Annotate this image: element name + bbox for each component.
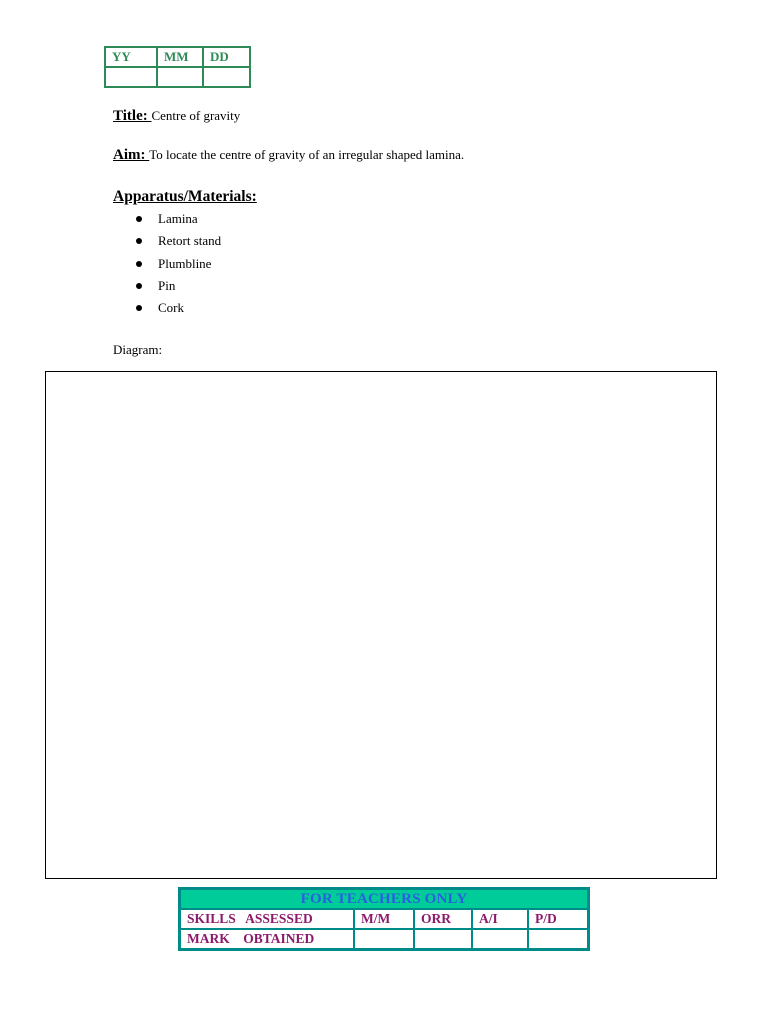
material-label: Retort stand (158, 233, 222, 249)
apparatus-heading: Apparatus/Materials: (113, 188, 257, 205)
list-item (158, 298, 221, 320)
skills-assessed-label: SKILLS ASSESSED (180, 909, 355, 929)
aim-label: Aim: (113, 147, 150, 163)
teacher-table-heading-row (180, 889, 589, 910)
table-row (180, 909, 589, 929)
list-item (158, 209, 221, 231)
diagram-box[interactable] (45, 371, 717, 879)
date-value-mm[interactable] (157, 67, 203, 87)
apparatus-heading-line (113, 188, 257, 206)
material-label: Cork (158, 300, 184, 316)
mark-ai-cell[interactable] (472, 929, 528, 950)
date-value-dd[interactable] (203, 67, 250, 87)
material-label: Plumbline (158, 255, 212, 271)
mark-obtained-label: MARK OBTAINED (180, 929, 355, 950)
skill-mm-cell: M/M (354, 909, 414, 929)
list-item (158, 276, 221, 298)
diagram-label: Diagram: (113, 342, 163, 357)
table-row (180, 929, 589, 950)
mark-pd-cell[interactable] (528, 929, 589, 950)
material-label: Pin (158, 277, 176, 293)
bullet-icon (136, 261, 142, 267)
aim-text: To locate the centre of gravity of an irregular shaped lamina. (149, 147, 465, 162)
title-label: Title: (113, 108, 152, 124)
date-table-header-row (105, 47, 250, 67)
teacher-table-heading: FOR TEACHERS ONLY (180, 889, 589, 910)
mark-mm-cell[interactable] (354, 929, 414, 950)
bullet-icon (136, 283, 142, 289)
materials-list (132, 209, 221, 320)
mark-orr-cell[interactable] (414, 929, 472, 950)
teacher-assessment-table (178, 887, 590, 951)
bullet-icon (136, 216, 142, 222)
bullet-icon (136, 238, 142, 244)
bullet-icon (136, 305, 142, 311)
list-item (158, 254, 221, 276)
list-item (158, 231, 221, 253)
title-text: Centre of gravity (151, 108, 241, 123)
date-table (104, 46, 251, 88)
title-line (113, 108, 240, 125)
skill-orr-cell: ORR (414, 909, 472, 929)
aim-line (113, 147, 464, 164)
date-header-yy: YY (105, 47, 157, 67)
date-table-value-row (105, 67, 250, 87)
date-value-yy[interactable] (105, 67, 157, 87)
material-label: Lamina (158, 211, 198, 226)
skill-pd-cell: P/D (528, 909, 589, 929)
date-header-dd: DD (203, 47, 250, 67)
skill-ai-cell: A/I (472, 909, 528, 929)
date-header-mm: MM (157, 47, 203, 67)
